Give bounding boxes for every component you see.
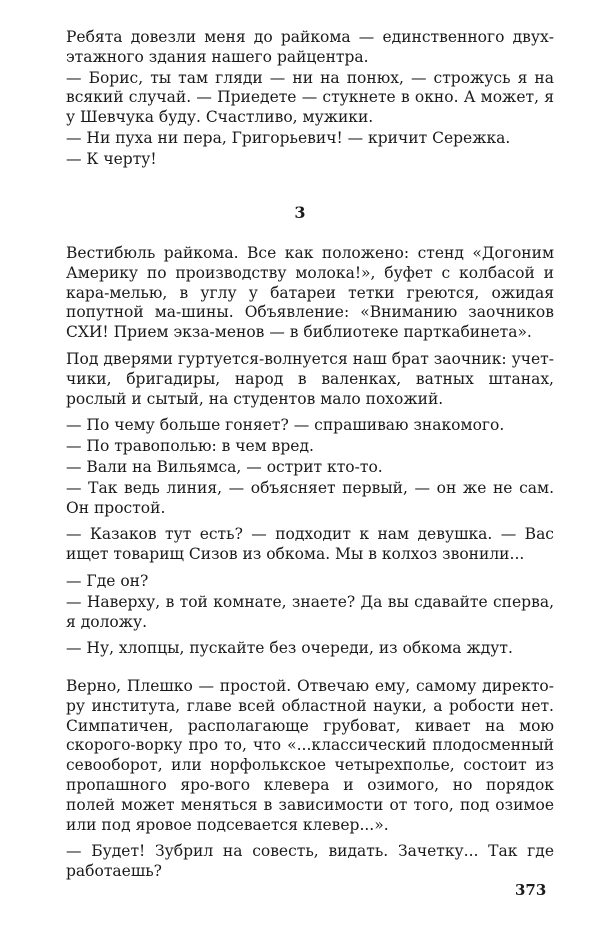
paragraph: Вестибюль райкома. Все как положено: стенд «Догоним Америку по производству молока!», буфет с колбасой и кара-мелью, в углу у батареи тетки греются, ожидая попутной ма-шины. Объявление: «Вниманию заочников СХИ! Прием экза-менов — в библиотеке парткабинета».: [66, 244, 554, 342]
paragraph: Верно, Плешко — простой. Отвечаю ему, самому директо-ру института, главе всей областной науки, а робости нет. Симпатичен, располагающе грубоват, кивает на мою скорого-ворку про то, что «...классический плодосменный севооборот, или норфолькское четырехполье, состоит из пропашного яро-вого клевера и озимого, но порядок полей может меняться в зависимости от того, под озимое или под яровое подсевается клевер...».: [66, 677, 554, 834]
text-block-middle: [66, 244, 554, 666]
paragraph: — Ни пуха ни пера, Григорьевич! — кричит Сережка.: [66, 128, 511, 147]
paragraph: — По травополью: в чем вред.: [66, 437, 314, 456]
paragraph: — Будет! Зубрил на совесть, видать. Зачетку... Так где работаешь?: [66, 842, 554, 881]
paragraph: Ребята довезли меня до райкома — единственного двух-этажного здания нашего райцентра.: [66, 28, 554, 66]
text-block-bottom: [66, 677, 554, 889]
paragraph: — Казаков тут есть? — подходит к нам девушка. — Вас ищет товарищ Сизов из обкома. Мы в колхоз звонили...: [66, 525, 554, 564]
paragraph: — К черту!: [66, 149, 157, 168]
paragraph: — Ну, хлопцы, пускайте без очереди, из обкома ждут.: [66, 639, 513, 658]
paragraph: — По чему больше гоняет? — спрашиваю знакомого.: [66, 416, 505, 435]
paragraph: — Вали на Вильямса, — острит кто-то.: [66, 457, 383, 476]
paragraph: Под дверями гуртуется-волнуется наш брат заочник: учет-чики, бригадиры, народ в валенках, ватных штанах, рослый и сытый, на студентов мало похожий.: [66, 349, 554, 408]
paragraph: — Так ведь линия, — объясняет первый, — он же не сам. Он простой.: [66, 478, 554, 517]
paragraph: — Борис, ты там гляди — ни на понюх, — строжусь я на всякий случай. — Приедете — стукнете в окно. А может, я у Шевчука буду. Счастливо, мужики.: [66, 68, 554, 127]
page-number: 373: [515, 881, 547, 899]
paragraph: — Где он?: [66, 571, 149, 590]
paragraph: — Наверху, в той комнате, знаете? Да вы сдавайте сперва, я доложу.: [66, 592, 554, 631]
text-block-top: [66, 28, 554, 171]
chapter-number: 3: [294, 203, 306, 222]
